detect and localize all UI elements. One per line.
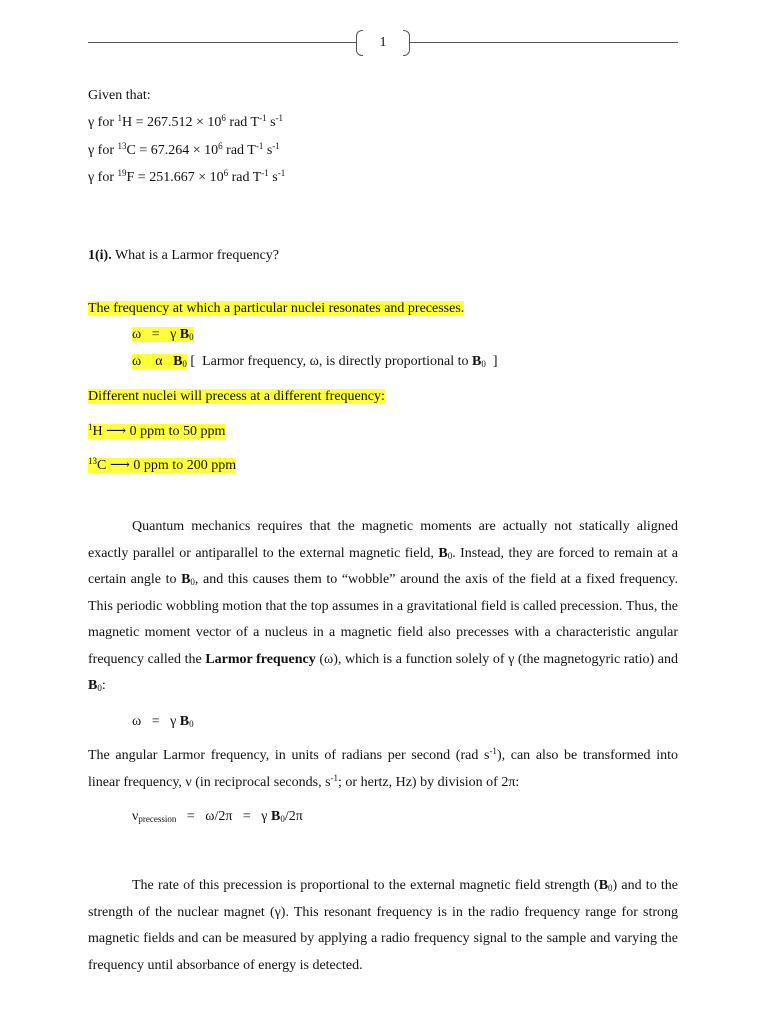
gamma-h-line: γ for $^1H = 267.512 \times 10^6$ rad $T^{-1}$ $s^{-1}$ bbox=[88, 113, 284, 130]
equation-larmor: ω = γ $B_0$ bbox=[132, 714, 194, 729]
answer-line-2: Different nuclei will precess at a different frequency: bbox=[88, 389, 385, 404]
equation-proportional: ω α $B_0$ [ Larmor frequency, ω, is directly proportional to $B_0$ ] bbox=[132, 354, 498, 369]
given-heading: Given that: bbox=[88, 88, 151, 103]
paragraph-precession: Quantum mechanics requires that the magnetic moments are actually not statically aligned exactly parallel or antiparallel to the external magnetic field, $B_0$. Instead, they are forced to remain at a certain angle to $B_0$, and this causes them to “wobble” around the axis of the field at a fixed frequency. This periodic wobbling motion that the top assumes in a gravitational field is called precession. Thus, the magnetic moment vector of a nucleus in a magnetic field also precesses with a characteristic angular frequency called the Larmor frequency (ω), which is a function solely of γ (the magnetogyric ratio) and $B_0$: bbox=[88, 519, 678, 693]
equation-precession-frequency: νprecession = ω/2π = γ $B_0/2\pi$ bbox=[132, 809, 303, 824]
paragraph-angular-frequency: The angular Larmor frequency, in units of radians per second (rad $s^{-1}$), can also be transformed into linear frequency, ν (in reciprocal seconds, $s^{-1}$; or hertz, Hz) by division of 2π: bbox=[88, 746, 678, 790]
question-text: What is a Larmor frequency? bbox=[111, 248, 279, 263]
header-rule-left bbox=[88, 42, 356, 43]
question-line bbox=[88, 248, 279, 264]
proton-range: $^1$H ⟶ 0 ppm to 50 ppm bbox=[88, 422, 226, 439]
gamma-c-line: γ for $^{13}C = 67.264 \times 10^6$ rad $T^{-1}$ $s^{-1}$ bbox=[88, 141, 280, 158]
equation-omega-gamma: ω = γ $B_0$ bbox=[132, 327, 194, 342]
gamma-f-line: γ for $^{19}F = 251.667 \times 10^6$ rad $T^{-1}$ $s^{-1}$ bbox=[88, 168, 286, 185]
page-number bbox=[356, 30, 410, 56]
question-number: 1(i). bbox=[88, 248, 112, 263]
answer-line-1: The frequency at which a particular nuclei resonates and precesses. bbox=[88, 301, 465, 316]
page-number-text: 1 bbox=[379, 35, 387, 50]
paragraph-resonant-frequency: The rate of this precession is proportional to the external magnetic field strength $(B_0)$ and to the strength of the nuclear magnet (γ). This resonant frequency is in the radio frequency range for strong magnetic fields and can be measured by applying a radio frequency signal to the sample and varying the frequency until absorbance of energy is detected. bbox=[88, 878, 679, 973]
carbon-range: $^{13}$C ⟶ 0 ppm to 200 ppm bbox=[88, 456, 237, 473]
header-rule-right bbox=[410, 42, 678, 43]
